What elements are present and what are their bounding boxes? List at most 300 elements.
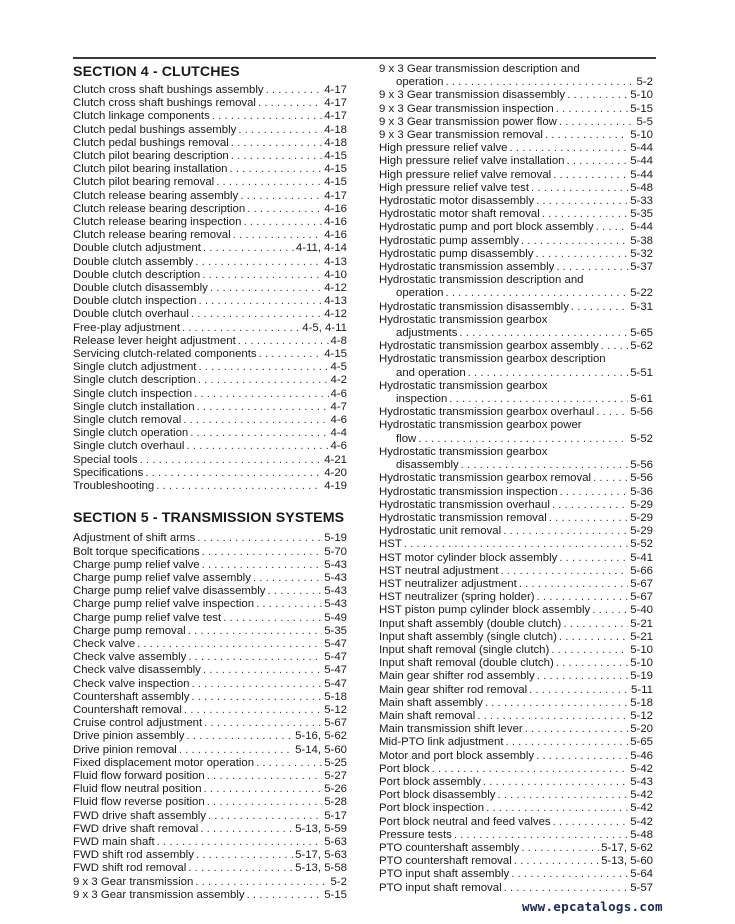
entry-page-number: 5-43 — [324, 585, 347, 598]
entry-text: Adjustment of shift arms — [73, 532, 196, 545]
dot-leader — [188, 625, 322, 638]
entry-page-number: 5-67 — [324, 717, 347, 730]
entry-text: Hydrostatic transmission inspection — [379, 485, 558, 498]
index-entry[interactable] — [379, 129, 653, 142]
index-entry[interactable] — [379, 116, 653, 129]
dot-leader — [556, 103, 628, 116]
index-entry[interactable] — [379, 301, 653, 314]
dot-leader — [267, 585, 322, 598]
entry-page-number: 5-56 — [630, 472, 653, 485]
entry-text: Bolt torque specifications — [73, 545, 200, 558]
entry-page-number: 5-64 — [630, 868, 653, 881]
dot-leader — [192, 691, 323, 704]
dot-leader — [253, 572, 322, 585]
index-entry[interactable] — [379, 248, 653, 261]
index-entry[interactable] — [73, 282, 347, 295]
index-entry[interactable] — [379, 736, 653, 749]
entry-page-number: 5-12 — [630, 709, 653, 722]
index-entry[interactable] — [379, 182, 653, 195]
entry-text: Hydrostatic transmission gearbox — [379, 379, 548, 392]
entry-page-number: 5-47 — [324, 664, 347, 677]
index-entry[interactable] — [73, 744, 347, 757]
entry-text: Single clutch operation — [73, 427, 189, 440]
index-entry[interactable] — [73, 176, 347, 189]
entry-text: Clutch pedal bushings assembly — [73, 123, 237, 136]
dot-leader — [529, 684, 629, 697]
entry-page-number: 4-15 — [324, 176, 347, 189]
index-entry[interactable] — [73, 229, 347, 242]
index-entry[interactable] — [73, 876, 347, 889]
entry-page-number: 5-18 — [630, 696, 653, 709]
index-entry[interactable] — [379, 169, 653, 182]
index-entry[interactable] — [73, 678, 347, 691]
entry-page-number: 5-52 — [630, 538, 653, 551]
index-entry[interactable] — [73, 388, 347, 401]
index-entry[interactable] — [73, 361, 347, 374]
index-entry[interactable] — [379, 63, 653, 76]
entry-page-number: 4-4 — [330, 427, 347, 440]
entry-text: Clutch pilot bearing installation — [73, 163, 228, 176]
entry-page-number: 5-49 — [324, 611, 347, 624]
entry-text: flow — [396, 432, 417, 445]
entry-page-number: 4-17 — [324, 84, 347, 96]
dot-leader — [454, 829, 628, 842]
entry-text: Hydrostatic motor shaft removal — [379, 208, 540, 221]
dot-leader — [266, 84, 323, 97]
entry-page-number: 4-15 — [324, 150, 347, 163]
entry-text: HST piston pump cylinder block assembly — [379, 604, 591, 617]
entry-text: Charge pump relief valve disassembly — [73, 585, 266, 598]
index-entry[interactable] — [379, 591, 653, 604]
dot-leader — [459, 327, 628, 340]
index-entry[interactable] — [379, 552, 653, 565]
index-entry[interactable] — [73, 203, 347, 216]
entry-text: Clutch release bearing removal — [73, 229, 231, 242]
dot-leader — [549, 512, 628, 525]
entry-page-number: 5-20 — [630, 723, 653, 736]
dot-leader — [195, 256, 322, 269]
entry-text: Hydrostatic transmission gearbox — [379, 313, 548, 326]
dot-leader — [567, 89, 628, 102]
dot-leader — [596, 221, 629, 234]
index-entry[interactable] — [379, 565, 653, 578]
dot-leader — [601, 340, 629, 353]
entry-text: Clutch linkage components — [73, 110, 210, 123]
entry-text: Clutch cross shaft bushings removal — [73, 97, 256, 110]
index-entry[interactable] — [379, 419, 653, 432]
index-entry[interactable] — [73, 585, 347, 598]
dot-leader — [556, 261, 628, 274]
index-entry[interactable] — [73, 440, 347, 453]
entry-page-number: 5-42 — [630, 802, 653, 815]
index-entry[interactable] — [379, 750, 653, 763]
dot-leader — [238, 124, 322, 137]
dot-leader — [179, 744, 293, 757]
entry-page-number: 5-17, 5-62 — [601, 841, 653, 854]
entry-text: Double clutch disassembly — [73, 282, 208, 295]
entry-page-number: 5-56 — [630, 459, 653, 472]
index-entry[interactable] — [379, 314, 653, 327]
index-entry[interactable] — [73, 216, 347, 229]
index-entry[interactable] — [379, 684, 653, 697]
entry-page-number: 4-16 — [324, 216, 347, 229]
index-entry[interactable] — [73, 190, 347, 203]
entry-page-number: 4-12 — [324, 308, 347, 321]
dot-leader — [190, 427, 328, 440]
dot-leader — [592, 604, 628, 617]
index-entry[interactable] — [73, 467, 347, 480]
entry-page-number: 4-2 — [330, 374, 347, 387]
index-entry[interactable] — [379, 763, 653, 776]
entry-page-number: 5-44 — [630, 155, 653, 168]
dot-leader — [247, 203, 322, 216]
entry-text: Double clutch assembly — [73, 255, 194, 268]
index-entry[interactable] — [73, 889, 347, 902]
index-entry[interactable] — [73, 374, 347, 387]
entry-text: Mid-PTO link adjustment — [379, 736, 504, 749]
entry-page-number: 5-17, 5-63 — [295, 849, 347, 862]
entry-page-number: 5-27 — [324, 769, 347, 782]
index-entry[interactable] — [379, 406, 653, 419]
index-entry[interactable] — [379, 367, 653, 380]
index-entry[interactable] — [73, 269, 347, 282]
index-entry[interactable] — [379, 670, 653, 683]
index-entry[interactable] — [73, 770, 347, 783]
index-entry[interactable] — [73, 598, 347, 611]
index-entry[interactable] — [379, 486, 653, 499]
index-entry[interactable] — [73, 348, 347, 361]
entry-text: Countershaft removal — [73, 703, 182, 716]
entry-page-number: 5-46 — [630, 749, 653, 762]
entry-text: FWD drive shaft assembly — [73, 809, 206, 822]
index-entry[interactable] — [73, 480, 347, 493]
entry-page-number: 5-37 — [630, 261, 653, 274]
index-entry[interactable] — [379, 829, 653, 842]
entry-text: Specifications — [73, 466, 144, 479]
dot-leader — [196, 849, 293, 862]
entry-text: Single clutch removal — [73, 414, 182, 427]
entry-page-number: 5-43 — [324, 598, 347, 611]
index-entry[interactable] — [379, 446, 653, 459]
dot-leader — [514, 855, 599, 868]
dot-leader — [537, 670, 628, 683]
index-entry[interactable] — [73, 783, 347, 796]
entry-text: Single clutch overhaul — [73, 440, 185, 453]
index-entry[interactable] — [379, 710, 653, 723]
index-entry[interactable] — [379, 657, 653, 670]
index-entry[interactable] — [379, 340, 653, 353]
index-entry[interactable] — [73, 242, 347, 255]
index-entry[interactable] — [73, 717, 347, 730]
entry-page-number: 4-17 — [324, 189, 347, 202]
index-entry[interactable] — [73, 664, 347, 677]
entry-page-number: 5-21 — [630, 617, 653, 630]
section-4-title: SECTION 4 - CLUTCHES — [73, 64, 240, 80]
index-entry[interactable] — [379, 538, 653, 551]
entry-text: Motor and port block assembly — [379, 749, 535, 762]
entry-text: High pressure relief valve installation — [379, 155, 565, 168]
entry-text: Charge pump removal — [73, 624, 186, 637]
entry-text: Port block disassembly — [379, 789, 496, 802]
dot-leader — [204, 717, 322, 730]
section-5-entries-right — [379, 63, 653, 895]
index-entry[interactable] — [379, 631, 653, 644]
entry-text: Hydrostatic transmission gearbox power — [379, 419, 582, 432]
index-entry[interactable] — [379, 327, 653, 340]
dot-leader — [519, 578, 628, 591]
entry-text: Hydrostatic transmission overhaul — [379, 498, 550, 511]
dot-leader — [559, 631, 628, 644]
entry-page-number: 5-12 — [324, 703, 347, 716]
dot-leader — [198, 361, 328, 374]
entry-page-number: 5-25 — [324, 756, 347, 769]
dot-leader — [503, 525, 628, 538]
dot-leader — [477, 710, 628, 723]
entry-page-number: 5-70 — [324, 545, 347, 558]
entry-text: Check valve disassembly — [73, 664, 201, 677]
entry-text: Hydrostatic pump and port block assembly — [379, 221, 594, 234]
index-entry[interactable] — [379, 235, 653, 248]
entry-text: adjustments — [396, 327, 458, 340]
index-entry[interactable] — [379, 472, 653, 485]
index-entry[interactable] — [379, 393, 653, 406]
dot-leader — [511, 868, 628, 881]
index-entry[interactable] — [379, 816, 653, 829]
index-entry[interactable] — [73, 322, 347, 335]
entry-text: Main gear shifter rod assembly — [379, 670, 535, 683]
entry-page-number: 4-5 — [330, 361, 347, 374]
index-entry[interactable] — [379, 103, 653, 116]
index-entry[interactable] — [73, 414, 347, 427]
dot-leader — [231, 150, 322, 163]
index-entry[interactable] — [73, 137, 347, 150]
entry-text: Port block inspection — [379, 802, 485, 815]
entry-page-number: 5-13, 5-58 — [295, 862, 347, 875]
entry-page-number: 4-6 — [330, 414, 347, 427]
entry-text: Clutch cross shaft bushings assembly — [73, 84, 264, 96]
dot-leader — [184, 704, 322, 717]
dot-leader — [182, 322, 300, 335]
index-entry[interactable] — [379, 578, 653, 591]
entry-page-number: 4-17 — [324, 110, 347, 123]
entry-text: HST neutralizer adjustment — [379, 577, 517, 590]
dot-leader — [203, 242, 294, 255]
dot-leader — [198, 295, 322, 308]
index-entry[interactable] — [379, 459, 653, 472]
entry-text: HST motor cylinder block assembly — [379, 551, 558, 564]
entry-page-number: 5-56 — [630, 406, 653, 419]
index-entry[interactable] — [379, 604, 653, 617]
index-entry[interactable] — [73, 84, 347, 97]
index-entry[interactable] — [379, 155, 653, 168]
dot-leader — [183, 414, 328, 427]
entry-page-number: 5-44 — [630, 168, 653, 181]
entry-page-number: 4-12 — [324, 282, 347, 295]
dot-leader — [432, 763, 629, 776]
index-entry[interactable] — [379, 618, 653, 631]
entry-page-number: 5-43 — [324, 558, 347, 571]
index-entry[interactable] — [73, 823, 347, 836]
index-entry[interactable] — [379, 789, 653, 802]
index-entry[interactable] — [379, 776, 653, 789]
entry-page-number: 5-48 — [630, 828, 653, 841]
index-entry[interactable] — [379, 525, 653, 538]
dot-leader — [247, 889, 323, 902]
dot-leader — [556, 657, 628, 670]
index-entry[interactable] — [379, 208, 653, 221]
dot-leader — [531, 182, 628, 195]
entry-text: Port block assembly — [379, 775, 481, 788]
entry-page-number: 5-10 — [630, 643, 653, 656]
index-entry[interactable] — [73, 427, 347, 440]
entry-text: Main shaft assembly — [379, 696, 483, 709]
index-entry[interactable] — [379, 644, 653, 657]
dot-leader — [560, 486, 629, 499]
index-entry[interactable] — [73, 559, 347, 572]
entry-page-number: 5-15 — [630, 102, 653, 115]
entry-page-number: 4-16 — [324, 229, 347, 242]
index-entry[interactable] — [73, 730, 347, 743]
index-entry[interactable] — [73, 308, 347, 321]
entry-text: Charge pump relief valve inspection — [73, 598, 255, 611]
entry-page-number: 5-48 — [630, 181, 653, 194]
index-entry[interactable] — [73, 295, 347, 308]
index-entry[interactable] — [379, 89, 653, 102]
entry-text: Drive pinion removal — [73, 743, 177, 756]
index-entry[interactable] — [73, 401, 347, 414]
index-entry[interactable] — [73, 150, 347, 163]
index-entry[interactable] — [379, 142, 653, 155]
entry-page-number: 4-11, 4-14 — [295, 242, 347, 255]
index-entry[interactable] — [379, 512, 653, 525]
dot-leader — [188, 862, 293, 875]
dot-leader — [536, 195, 628, 208]
index-entry[interactable] — [379, 261, 653, 274]
entry-text: Hydrostatic transmission description and — [379, 274, 584, 287]
entry-text: PTO input shaft removal — [379, 881, 502, 894]
entry-page-number: 5-44 — [630, 221, 653, 234]
entry-text: Double clutch overhaul — [73, 308, 189, 321]
entry-text: Check valve assembly — [73, 651, 187, 664]
index-entry[interactable] — [73, 638, 347, 651]
index-entry[interactable] — [73, 836, 347, 849]
entry-page-number: 5-61 — [630, 393, 653, 406]
index-entry[interactable] — [379, 868, 653, 881]
entry-text: 9 x 3 Gear transmission removal — [379, 129, 543, 142]
entry-text: Pressure tests — [379, 828, 452, 841]
entry-page-number: 4-18 — [324, 123, 347, 136]
index-entry[interactable] — [73, 704, 347, 717]
entry-page-number: 5-29 — [630, 511, 653, 524]
index-entry[interactable] — [379, 433, 653, 446]
index-entry[interactable] — [379, 353, 653, 366]
index-entry[interactable] — [73, 97, 347, 110]
index-entry[interactable] — [73, 691, 347, 704]
entry-page-number: 4-21 — [324, 453, 347, 466]
dot-leader — [203, 664, 322, 677]
dot-leader — [208, 810, 322, 823]
entry-text: Input shaft removal (double clutch) — [379, 657, 554, 670]
index-entry[interactable] — [73, 110, 347, 123]
index-entry[interactable] — [73, 454, 347, 467]
entry-page-number: 5-5 — [636, 115, 653, 128]
index-entry[interactable] — [379, 195, 653, 208]
entry-text: Countershaft assembly — [73, 690, 190, 703]
index-entry[interactable] — [73, 335, 347, 348]
dot-leader — [510, 142, 629, 155]
index-entry[interactable] — [73, 757, 347, 770]
index-entry[interactable] — [379, 287, 653, 300]
entry-text: Input shaft assembly (double clutch) — [379, 617, 562, 630]
dot-leader — [418, 433, 628, 446]
entry-text: Fluid flow neutral position — [73, 783, 202, 796]
index-entry[interactable] — [379, 76, 653, 89]
entry-page-number: 5-67 — [630, 591, 653, 604]
index-entry[interactable] — [379, 842, 653, 855]
index-entry[interactable] — [379, 499, 653, 512]
index-entry[interactable] — [73, 124, 347, 137]
index-entry[interactable] — [379, 802, 653, 815]
index-entry[interactable] — [73, 862, 347, 875]
entry-page-number: 5-10 — [630, 657, 653, 670]
index-entry[interactable] — [73, 796, 347, 809]
entry-page-number: 5-57 — [630, 881, 653, 894]
index-entry[interactable] — [73, 651, 347, 664]
entry-page-number: 5-47 — [324, 677, 347, 690]
entry-page-number: 5-14, 5-60 — [295, 743, 347, 756]
dot-leader — [506, 736, 629, 749]
entry-text: Hydrostatic transmission gearbox overhaul — [379, 406, 595, 419]
entry-text: High pressure relief valve test — [379, 181, 530, 194]
index-entry[interactable] — [379, 221, 653, 234]
entry-text: Free-play adjustment — [73, 321, 180, 334]
dot-leader — [446, 76, 635, 89]
index-entry[interactable] — [379, 697, 653, 710]
index-entry[interactable] — [73, 572, 347, 585]
index-entry[interactable] — [379, 723, 653, 736]
index-entry[interactable] — [73, 810, 347, 823]
dot-leader — [200, 823, 293, 836]
dot-leader — [207, 796, 323, 809]
entry-text: Single clutch description — [73, 374, 196, 387]
entry-page-number: 4-10 — [324, 268, 347, 281]
index-entry[interactable] — [379, 274, 653, 287]
dot-leader — [231, 137, 322, 150]
entry-page-number: 5-31 — [630, 300, 653, 313]
dot-leader — [204, 783, 323, 796]
index-entry[interactable] — [73, 532, 347, 545]
index-entry[interactable] — [379, 380, 653, 393]
index-entry[interactable] — [379, 855, 653, 868]
index-entry[interactable] — [73, 546, 347, 559]
index-entry[interactable] — [73, 256, 347, 269]
dot-leader — [553, 169, 628, 182]
dot-leader — [521, 842, 599, 855]
index-entry[interactable] — [73, 625, 347, 638]
entry-text: inspection — [396, 393, 448, 406]
entry-page-number: 4-13 — [324, 295, 347, 308]
index-entry[interactable] — [73, 163, 347, 176]
index-entry[interactable] — [73, 612, 347, 625]
index-entry[interactable] — [379, 882, 653, 895]
index-entry[interactable] — [73, 849, 347, 862]
dot-leader — [521, 235, 628, 248]
entry-page-number: 5-47 — [324, 637, 347, 650]
entry-page-number: 5-13, 5-59 — [295, 822, 347, 835]
dot-leader — [486, 802, 628, 815]
entry-text: 9 x 3 Gear transmission assembly — [73, 888, 245, 901]
entry-page-number: 5-17 — [324, 809, 347, 822]
